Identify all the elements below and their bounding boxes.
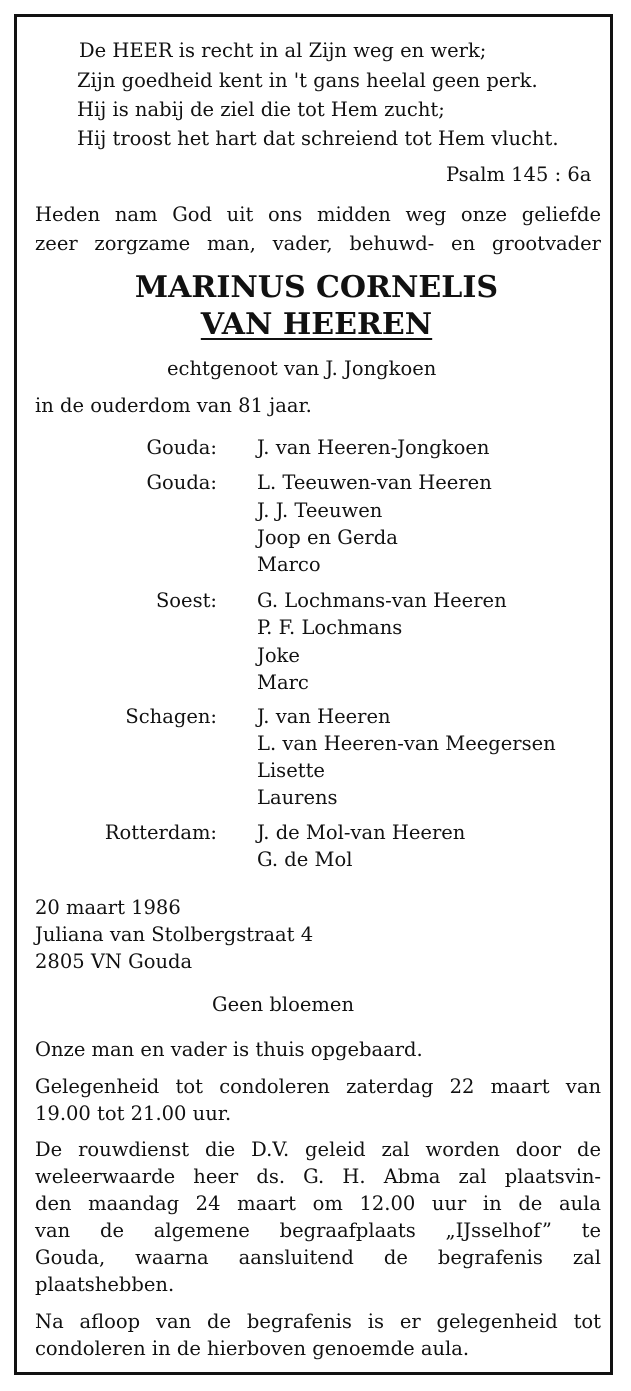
family-name: Joop en Gerda bbox=[257, 526, 398, 549]
address-street: Juliana van Stolbergstraat 4 bbox=[35, 923, 314, 946]
family-name: J. van Heeren-Jongkoen bbox=[257, 436, 490, 459]
condolence-line-1: Gelegenheid tot condoleren zaterdag 22 maart van bbox=[35, 1075, 601, 1098]
address-postal: 2805 VN Gouda bbox=[35, 950, 193, 973]
service-line-4: van de algemene begraafplaats „IJsselhof” te bbox=[35, 1219, 601, 1242]
family-name: G. Lochmans-van Heeren bbox=[257, 589, 507, 612]
after-line-2: condoleren in de hierboven genoemde aula. bbox=[35, 1337, 470, 1360]
poem-line-4: Hij troost het hart dat schreiend tot Hem vlucht. bbox=[77, 127, 559, 150]
family-name: Joke bbox=[257, 644, 300, 667]
spouse-line: echtgenoot van J. Jongkoen bbox=[167, 357, 437, 380]
announcement-line-1: Heden nam God uit ons midden weg onze geliefde bbox=[35, 203, 601, 226]
family-name: J. de Mol-van Heeren bbox=[257, 821, 466, 844]
family-name: Marc bbox=[257, 671, 309, 694]
service-line-3: den maandag 24 maart om 12.00 uur in de aula bbox=[35, 1192, 601, 1215]
family-name: P. F. Lochmans bbox=[257, 616, 403, 639]
family-name: J. J. Teeuwen bbox=[257, 499, 383, 522]
family-place-4: Schagen: bbox=[125, 705, 217, 728]
poem-line-2: Zijn goedheid kent in 't gans heelal geen perk. bbox=[77, 69, 538, 92]
service-line-6: plaatshebben. bbox=[35, 1273, 175, 1296]
death-notice bbox=[14, 14, 613, 1375]
after-line-1: Na afloop van de begrafenis is er gelegenheid tot bbox=[35, 1310, 601, 1333]
poem-line-3: Hij is nabij de ziel die tot Hem zucht; bbox=[77, 98, 445, 121]
service-line-1: De rouwdienst die D.V. geleid zal worden door de bbox=[35, 1138, 601, 1161]
no-flowers: Geen bloemen bbox=[212, 993, 355, 1016]
family-place-2: Gouda: bbox=[146, 471, 217, 494]
psalm-reference: Psalm 145 : 6a bbox=[446, 163, 592, 186]
notice-date: 20 maart 1986 bbox=[35, 896, 181, 919]
family-name: G. de Mol bbox=[257, 848, 353, 871]
deceased-name-line-1: MARINUS CORNELIS bbox=[134, 270, 499, 305]
family-name: Laurens bbox=[257, 786, 338, 809]
service-line-2: weleerwaarde heer ds. G. H. Abma zal plaatsvin- bbox=[35, 1165, 601, 1188]
announcement-line-2: zeer zorgzame man, vader, behuwd- en grootvader bbox=[35, 232, 601, 255]
condolence-line-2: 19.00 tot 21.00 uur. bbox=[35, 1102, 232, 1125]
family-name: Lisette bbox=[257, 759, 325, 782]
poem-line-1: De HEER is recht in al Zijn weg en werk; bbox=[79, 39, 487, 62]
family-name: L. van Heeren-van Meegersen bbox=[257, 732, 556, 755]
family-place-3: Soest: bbox=[155, 589, 217, 612]
family-place-1: Gouda: bbox=[146, 436, 217, 459]
family-name: Marco bbox=[257, 553, 321, 576]
family-name: J. van Heeren bbox=[257, 705, 391, 728]
deceased-name-line-2: VAN HEEREN bbox=[200, 307, 433, 342]
service-line-5: Gouda, waarna aansluitend de begrafenis zal bbox=[35, 1246, 601, 1269]
family-place-5: Rotterdam: bbox=[104, 821, 217, 844]
age-line: in de ouderdom van 81 jaar. bbox=[35, 394, 312, 417]
family-name: L. Teeuwen-van Heeren bbox=[257, 471, 492, 494]
lying-in-state: Onze man en vader is thuis opgebaard. bbox=[35, 1038, 423, 1061]
